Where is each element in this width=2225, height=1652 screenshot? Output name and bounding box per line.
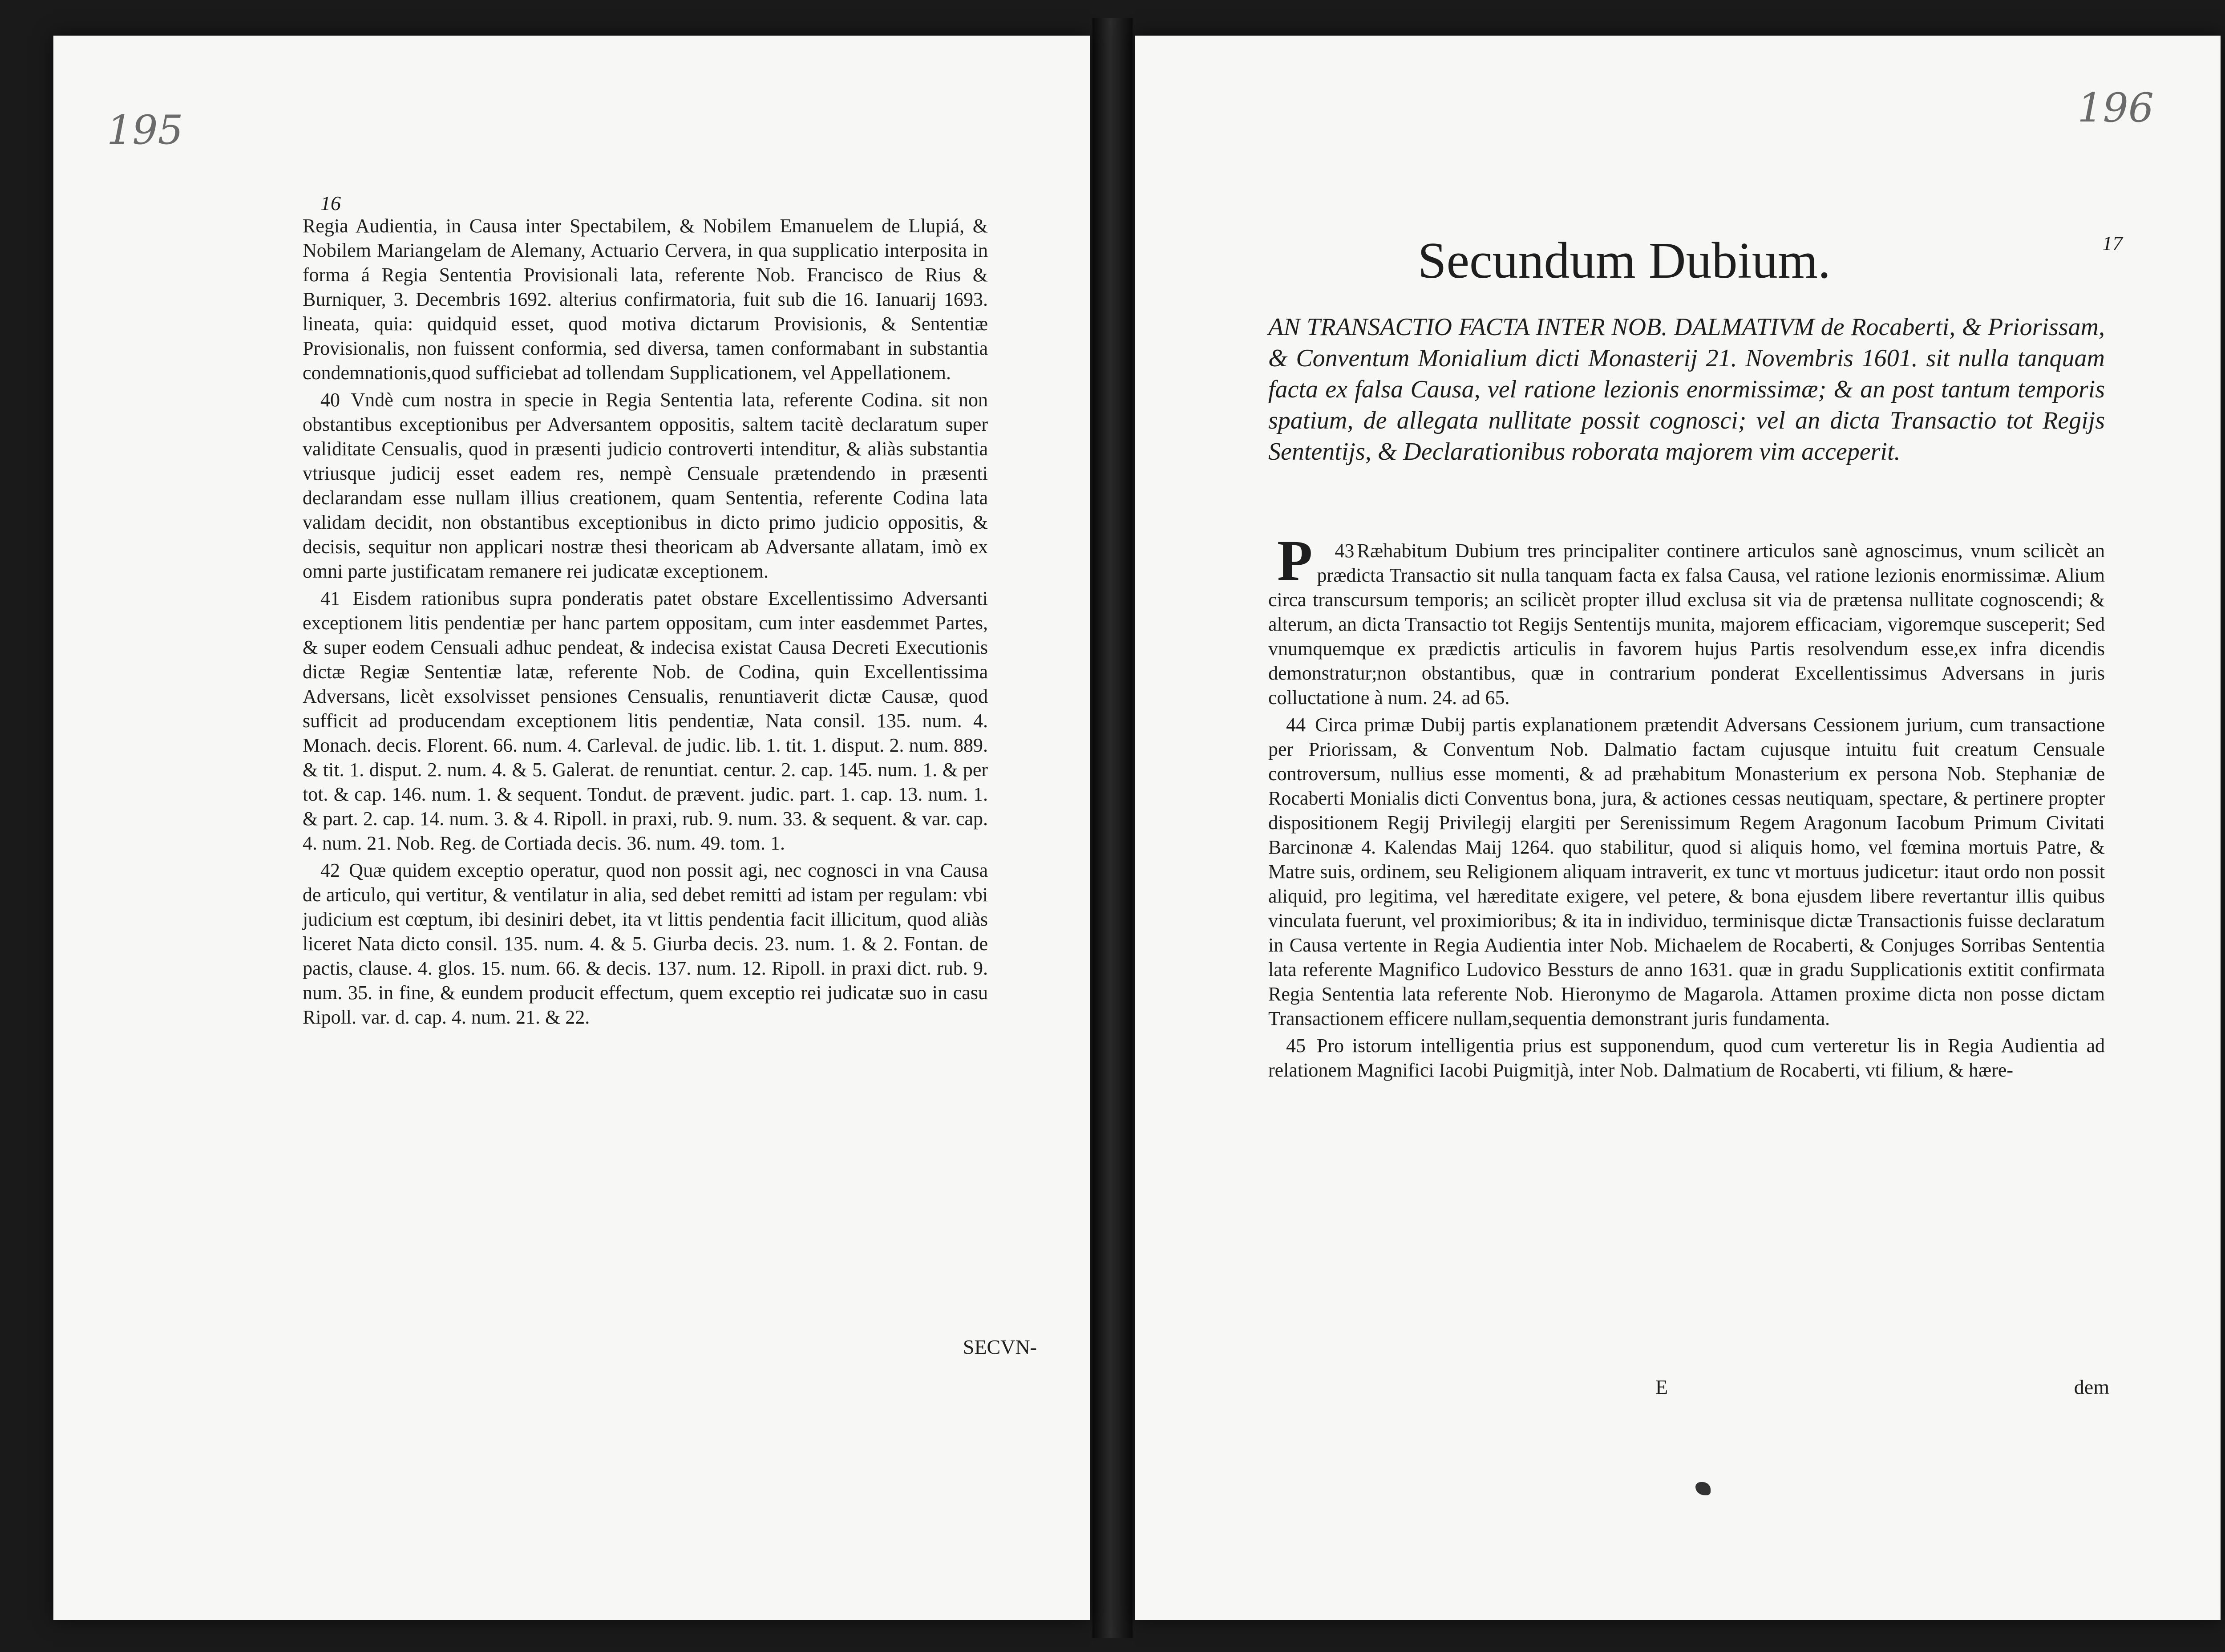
paragraph-number: 40	[320, 389, 340, 411]
paragraph-text: Eisdem rationibus supra ponderatis patet obstare Excellentissimo Adversanti exceptionem litis pendentiæ per hanc partem oppositam, cum inter easdemmet Partes, & super eodem Censuali adhuc pendeat, & indecisa existat Causa Decreti Executionis dictæ Regiæ Sententiæ latæ, referente Nob. de Codina, quin Excellentissima Adversans, licèt exsolvisset pensiones Censualis, renuntiaverit dictæ Causæ, quod sufficit ad producendam exceptionem litis pendentiæ, Nata consil. 135. num. 4. Monach. decis. Florent. 66. num. 4. Carleval. de judic. lib. 1. tit. 1. disput. 2. num. 889. & tit. 1. disput. 2. num. 4. & 5. Galerat. de renuntiat. centur. 2. cap. 145. num. 1. & per tot. & cap. 146. num. 1. & sequent. Tondut. de prævent. judic. part. 1. cap. 13. num. 1. & part. 2. cap. 14. num. 3. & 4. Ripoll. in praxi, rub. 9. num. 33. & sequent. & var. cap. 4. num. 21. Nob. Reg. de Cortiada decis. 36. num. 49. tom. 1.	[303, 587, 988, 854]
left-page	[53, 36, 1090, 1620]
book-gutter	[1092, 18, 1133, 1638]
paragraph-text: Circa primæ Dubij partis explanationem prætendit Adversans Cessionem jurium, cum transactione per Priorissam, & Conventum Nob. Dalmatio factam cujusque intuitu fuit creatum Censuale controversum, nullius esse momenti, & ad præhabitum Monasterium ex persona Nob. Stephaniæ de Rocaberti Monialis dicti Conventus bona, jura, & actiones cessas neutiquam, spectare, & pertinere propter dispositionem Regij Privilegij elargiti per Serenissimum Regem Aragonum Iacobum Primum Civitati Barcinonæ 4. Kalendas Maij 1264. quo stabilitur, quod si aliquis homo, vel fœmina mortuis Patre, & Matre suis, ordinem, seu Religionem aliquam intraverit, ex tunc vt mortuus judicetur: itaut ordo non possit aliquid, pro legitima, vel hæreditate exigere, vel petere, & bona ejusdem libere revertantur illis quibus vinculata fuerunt, vel proximioribus; & ita in individuo, terminisque dictæ Transactionis fuisse declaratum in Causa vertente in Regia Audientia inter Nob. Michaelem de Rocaberti, & Conjuges Sorribas Sententia lata referente Magnifico Ludovico Bessturs de anno 1631. quæ in gradu Supplicationis extitit confirmata Regia Sententia lata referente Nob. Hieronymo de Magarola. Attamen proxime dicta non posse dictam Transactionem efficere nullam,sequentia demonstrant juris fundamenta.	[1268, 714, 2105, 1029]
page-number: 17	[2102, 232, 2123, 255]
right-text-column	[1268, 529, 2105, 1085]
page-number: 16	[320, 192, 341, 215]
handwritten-folio-number: 195	[107, 107, 183, 154]
right-page	[1135, 36, 2221, 1620]
catchword: dem	[2074, 1376, 2109, 1398]
paragraph	[303, 586, 988, 855]
signature-mark: E	[1655, 1376, 1668, 1398]
drop-cap: P	[1277, 529, 1313, 593]
dubium-question: AN TRANSACTIO FACTA INTER NOB. DALMATIVM de Rocaberti, & Priorissam, & Conventum Monialium dicti Monasterij 21. Novembris 1601. sit nulla tanquam facta ex falsa Causa, vel ratione lezionis enormissimæ; & an post tantum temporis spatium, de allegata nullitate possit cognosci; vel an dicta Transactio tot Regijs Sententijs, & Declarationibus roborata majorem vim acceperit.	[1268, 313, 2105, 466]
section-heading: Secundum Dubium.	[1418, 232, 1831, 289]
paragraph-text: Pro istorum intelligentia prius est supponendum, quod cum verteretur lis in Regia Audientia ad relationem Magnifici Iacobi Puigmitjà, inter Nob. Dalmatium de Rocaberti, vti filium, & hære-	[1268, 1035, 2105, 1081]
paragraph	[303, 214, 988, 385]
paragraph-number: 44	[1286, 714, 1306, 736]
paragraph-text: Regia Audientia, in Causa inter Spectabilem, & Nobilem Emanuelem de Llupiá, & Nobilem Mariangelam de Alemany, Actuario Cervera, in qua supplicatio interposita in forma á Regia Sententia Provisionali lata, referente Nob. Francisco de Rius & Burniquer, 3. Decembris 1692. alterius confirmatoria, fuit sub die 16. Ianuarij 1693. lineata, quia: quidquid esset, quod motiva dictarum Provisionis, & Sententiæ Provisionalis, non fuissent conformia, sed diversa, tamen conformabant in substantia condemnationis,quod sufficiebat ad tollendam Supplicationem, vel Appellationem.	[303, 215, 988, 384]
paragraph-text: Vndè cum nostra in specie in Regia Sententia lata, referente Codina. sit non obstantibus exceptionibus per Adversantem oppositis, saltem tacitè declaratum super validitate Censualis, quod in præsenti judicio controverti intenditur, & aliàs substantia vtriusque judicij esset eadem res, nempè Censuale prætendendo in præsenti declarandam esse nullam illius creationem, quam Sententia, referente Codina lata validam decidit, non obstantibus exceptionibus in dicto primo judicio oppositis, & decisis, sequitur non applicari nostræ thesi theoricam ab Adversante allatam, imò ex omni parte justificatam remanere rei judicatæ exceptionem.	[303, 389, 988, 582]
paragraph-number: 42	[320, 859, 340, 881]
ink-smudge	[1695, 1482, 1711, 1495]
paragraph	[1268, 713, 2105, 1031]
paragraph-number: 43	[1335, 540, 1355, 562]
catchword: SECVN-	[963, 1336, 1037, 1358]
paragraph-number: 41	[320, 587, 340, 609]
paragraph-number: 45	[1286, 1035, 1306, 1057]
paragraph-text: Ræhabitum Dubium tres principaliter continere articulos sanè agnoscimus, vnum scilicèt an prædicta Transactio sit nulla tanquam facta ex falsa Causa, vel ratione lezionis enormissimæ. Alium circa transcursum temporis; an scilicèt propter illud exclusa sit via de prætensa nullitate cognoscendi; & alterum, an dicta Transactio tot Regijs Sententijs munita, majorem efficaciam, vigoremque susceperit; Sed vnumquemque ex prædictis articulis in favorem hujus Partis resolvendum esse,ex infra dicendis demonstratur;non obstantibus, quæ in contrarium ponderat Excellentissimus Adversans in juris colluctatione à num. 24. ad 65.	[1268, 540, 2105, 709]
paragraph	[303, 388, 988, 583]
paragraph	[1268, 529, 2105, 710]
paragraph	[303, 858, 988, 1029]
paragraph	[1268, 1033, 2105, 1082]
paragraph-text: Quæ quidem exceptio operatur, quod non possit agi, nec cognosci in vna Causa de articulo, qui vertitur, & ventilatur in alia, sed debet remitti ad istam per regulam: vbi judicium est cœptum, ibi desiniri debet, ita vt littis pendentia facit illicitum, quod aliàs liceret Nata dicto consil. 135. num. 4. & 5. Giurba decis. 23. num. 1. & 2. Fontan. de pactis, clause. 4. glos. 15. num. 66. & decis. 137. num. 12. Ripoll. in praxi dict. rub. 9. num. 35. in fine, & eundem producit effectum, quem exceptio rei judicatæ suo in casu Ripoll. var. d. cap. 4. num. 21. & 22.	[303, 859, 988, 1028]
left-text-column	[303, 214, 988, 1032]
handwritten-folio-number: 196	[2077, 85, 2154, 131]
